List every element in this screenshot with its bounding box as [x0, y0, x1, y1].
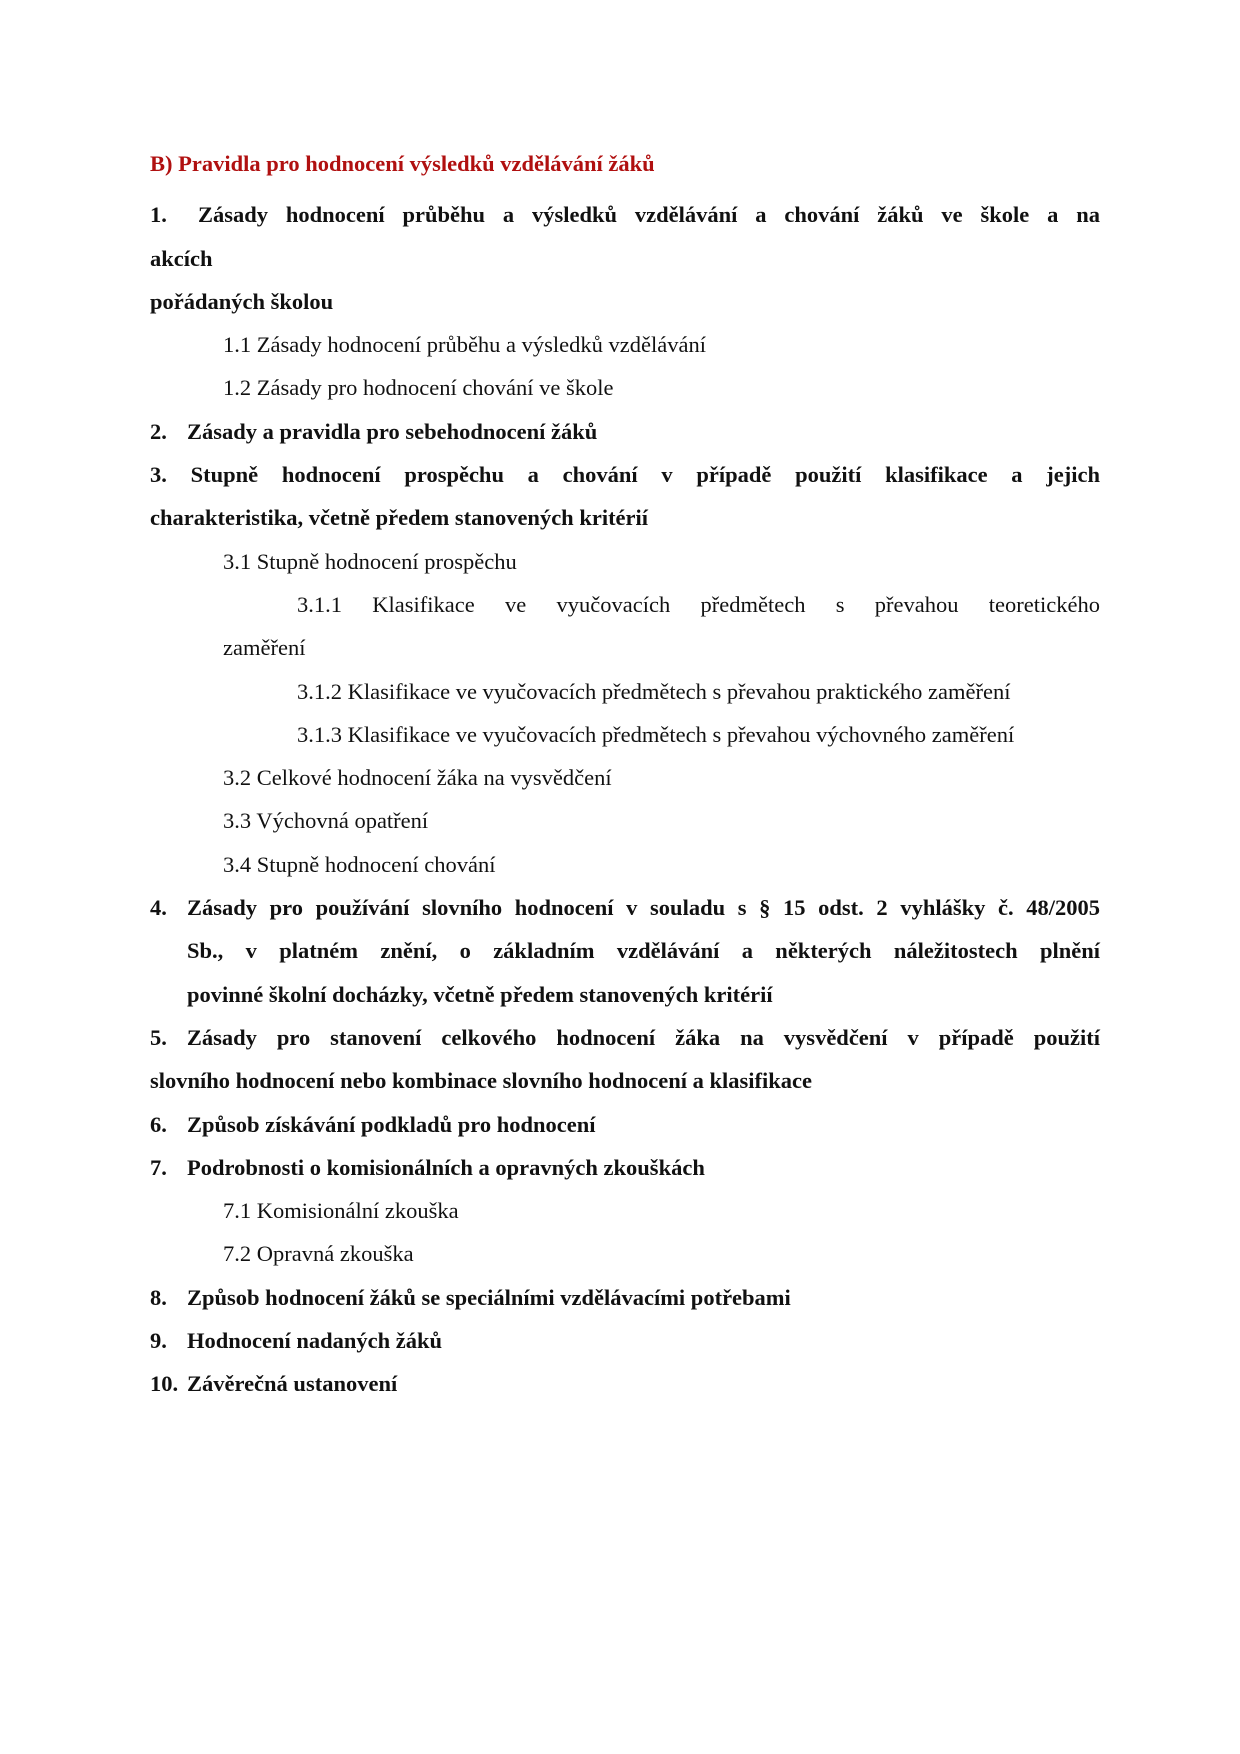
section-10: [150, 1362, 1100, 1405]
subsection-3-1-1-line-1: 3.1.1 Klasifikace ve vyučovacích předmětech s převahou teoretického: [297, 591, 1100, 617]
section-1-title: Zásady hodnocení průběhu a výsledků vzdělávání a chování žáků ve škole a na: [198, 202, 1100, 228]
section-2: [150, 410, 1100, 453]
section-6: [150, 1103, 1100, 1146]
section-10-number: 10.: [150, 1371, 179, 1397]
section-2-number: 2.: [150, 418, 167, 444]
section-7-number: 7.: [150, 1154, 167, 1180]
section-4-title: Zásady pro používání slovního hodnocení v souladu s § 15 odst. 2 vyhlášky č. 48/2005: [187, 895, 1100, 921]
section-10-title: Závěrečná ustanovení: [187, 1371, 398, 1397]
section-2-title: Zásady a pravidla pro sebehodnocení žáků: [187, 418, 598, 444]
section-7: [150, 1146, 1100, 1189]
section-9-number: 9.: [150, 1328, 167, 1354]
section-4-line-3: povinné školní docházky, včetně předem stanovených kritérií: [187, 981, 773, 1007]
section-heading: B) Pravidla pro hodnocení výsledků vzdělávání žáků: [150, 151, 655, 176]
subsection-7-2: 7.2 Opravná zkouška: [223, 1241, 414, 1267]
section-6-number: 6.: [150, 1111, 167, 1137]
subsection-7-1: 7.1 Komisionální zkouška: [223, 1198, 459, 1224]
section-7-title: Podrobnosti o komisionálních a opravných zkouškách: [187, 1154, 705, 1180]
section-1-number: 1.: [150, 202, 167, 228]
subsection-1-1: 1.1 Zásady hodnocení průběhu a výsledků vzdělávání: [223, 332, 706, 358]
section-1-line-3: pořádaných školou: [150, 288, 334, 314]
section-4-line-1: [150, 886, 1100, 929]
section-1-line-1: [150, 193, 1100, 236]
subsection-3-1: 3.1 Stupně hodnocení prospěchu: [223, 548, 517, 574]
section-6-title: Způsob získávání podkladů pro hodnocení: [187, 1111, 596, 1137]
subsection-3-4: 3.4 Stupně hodnocení chování: [223, 851, 496, 877]
section-3-line-1: 3. Stupně hodnocení prospěchu a chování v případě použití klasifikace a jejich: [150, 462, 1100, 488]
section-9: [150, 1319, 1100, 1362]
subsection-3-1-3: 3.1.3 Klasifikace ve vyučovacích předmětech s převahou výchovného zaměření: [297, 721, 1015, 747]
document-content: [150, 142, 1100, 1406]
subsection-3-2: 3.2 Celkové hodnocení žáka na vysvědčení: [223, 765, 612, 791]
subsection-3-1-2: 3.1.2 Klasifikace ve vyučovacích předmětech s převahou praktického zaměření: [297, 678, 1011, 704]
section-8: [150, 1276, 1100, 1319]
section-5-line-2: slovního hodnocení nebo kombinace slovního hodnocení a klasifikace: [150, 1068, 813, 1094]
subsection-3-1-1-line-2: zaměření: [223, 635, 306, 661]
section-8-number: 8.: [150, 1284, 167, 1310]
section-4-line-2: Sb., v platném znění, o základním vzdělávání a některých náležitostech plnění: [187, 938, 1100, 964]
section-9-title: Hodnocení nadaných žáků: [187, 1328, 443, 1354]
section-5-line-1: 5. Zásady pro stanovení celkového hodnocení žáka na vysvědčení v případě použití: [150, 1024, 1100, 1050]
section-3-line-2: charakteristika, včetně předem stanovených kritérií: [150, 505, 649, 531]
section-8-title: Způsob hodnocení žáků se speciálními vzdělávacími potřebami: [187, 1284, 791, 1310]
section-1-line-2: akcích: [150, 245, 213, 271]
section-4-number: 4.: [150, 895, 167, 921]
subsection-1-2: 1.2 Zásady pro hodnocení chování ve škole: [223, 375, 614, 401]
subsection-3-3: 3.3 Výchovná opatření: [223, 808, 429, 834]
